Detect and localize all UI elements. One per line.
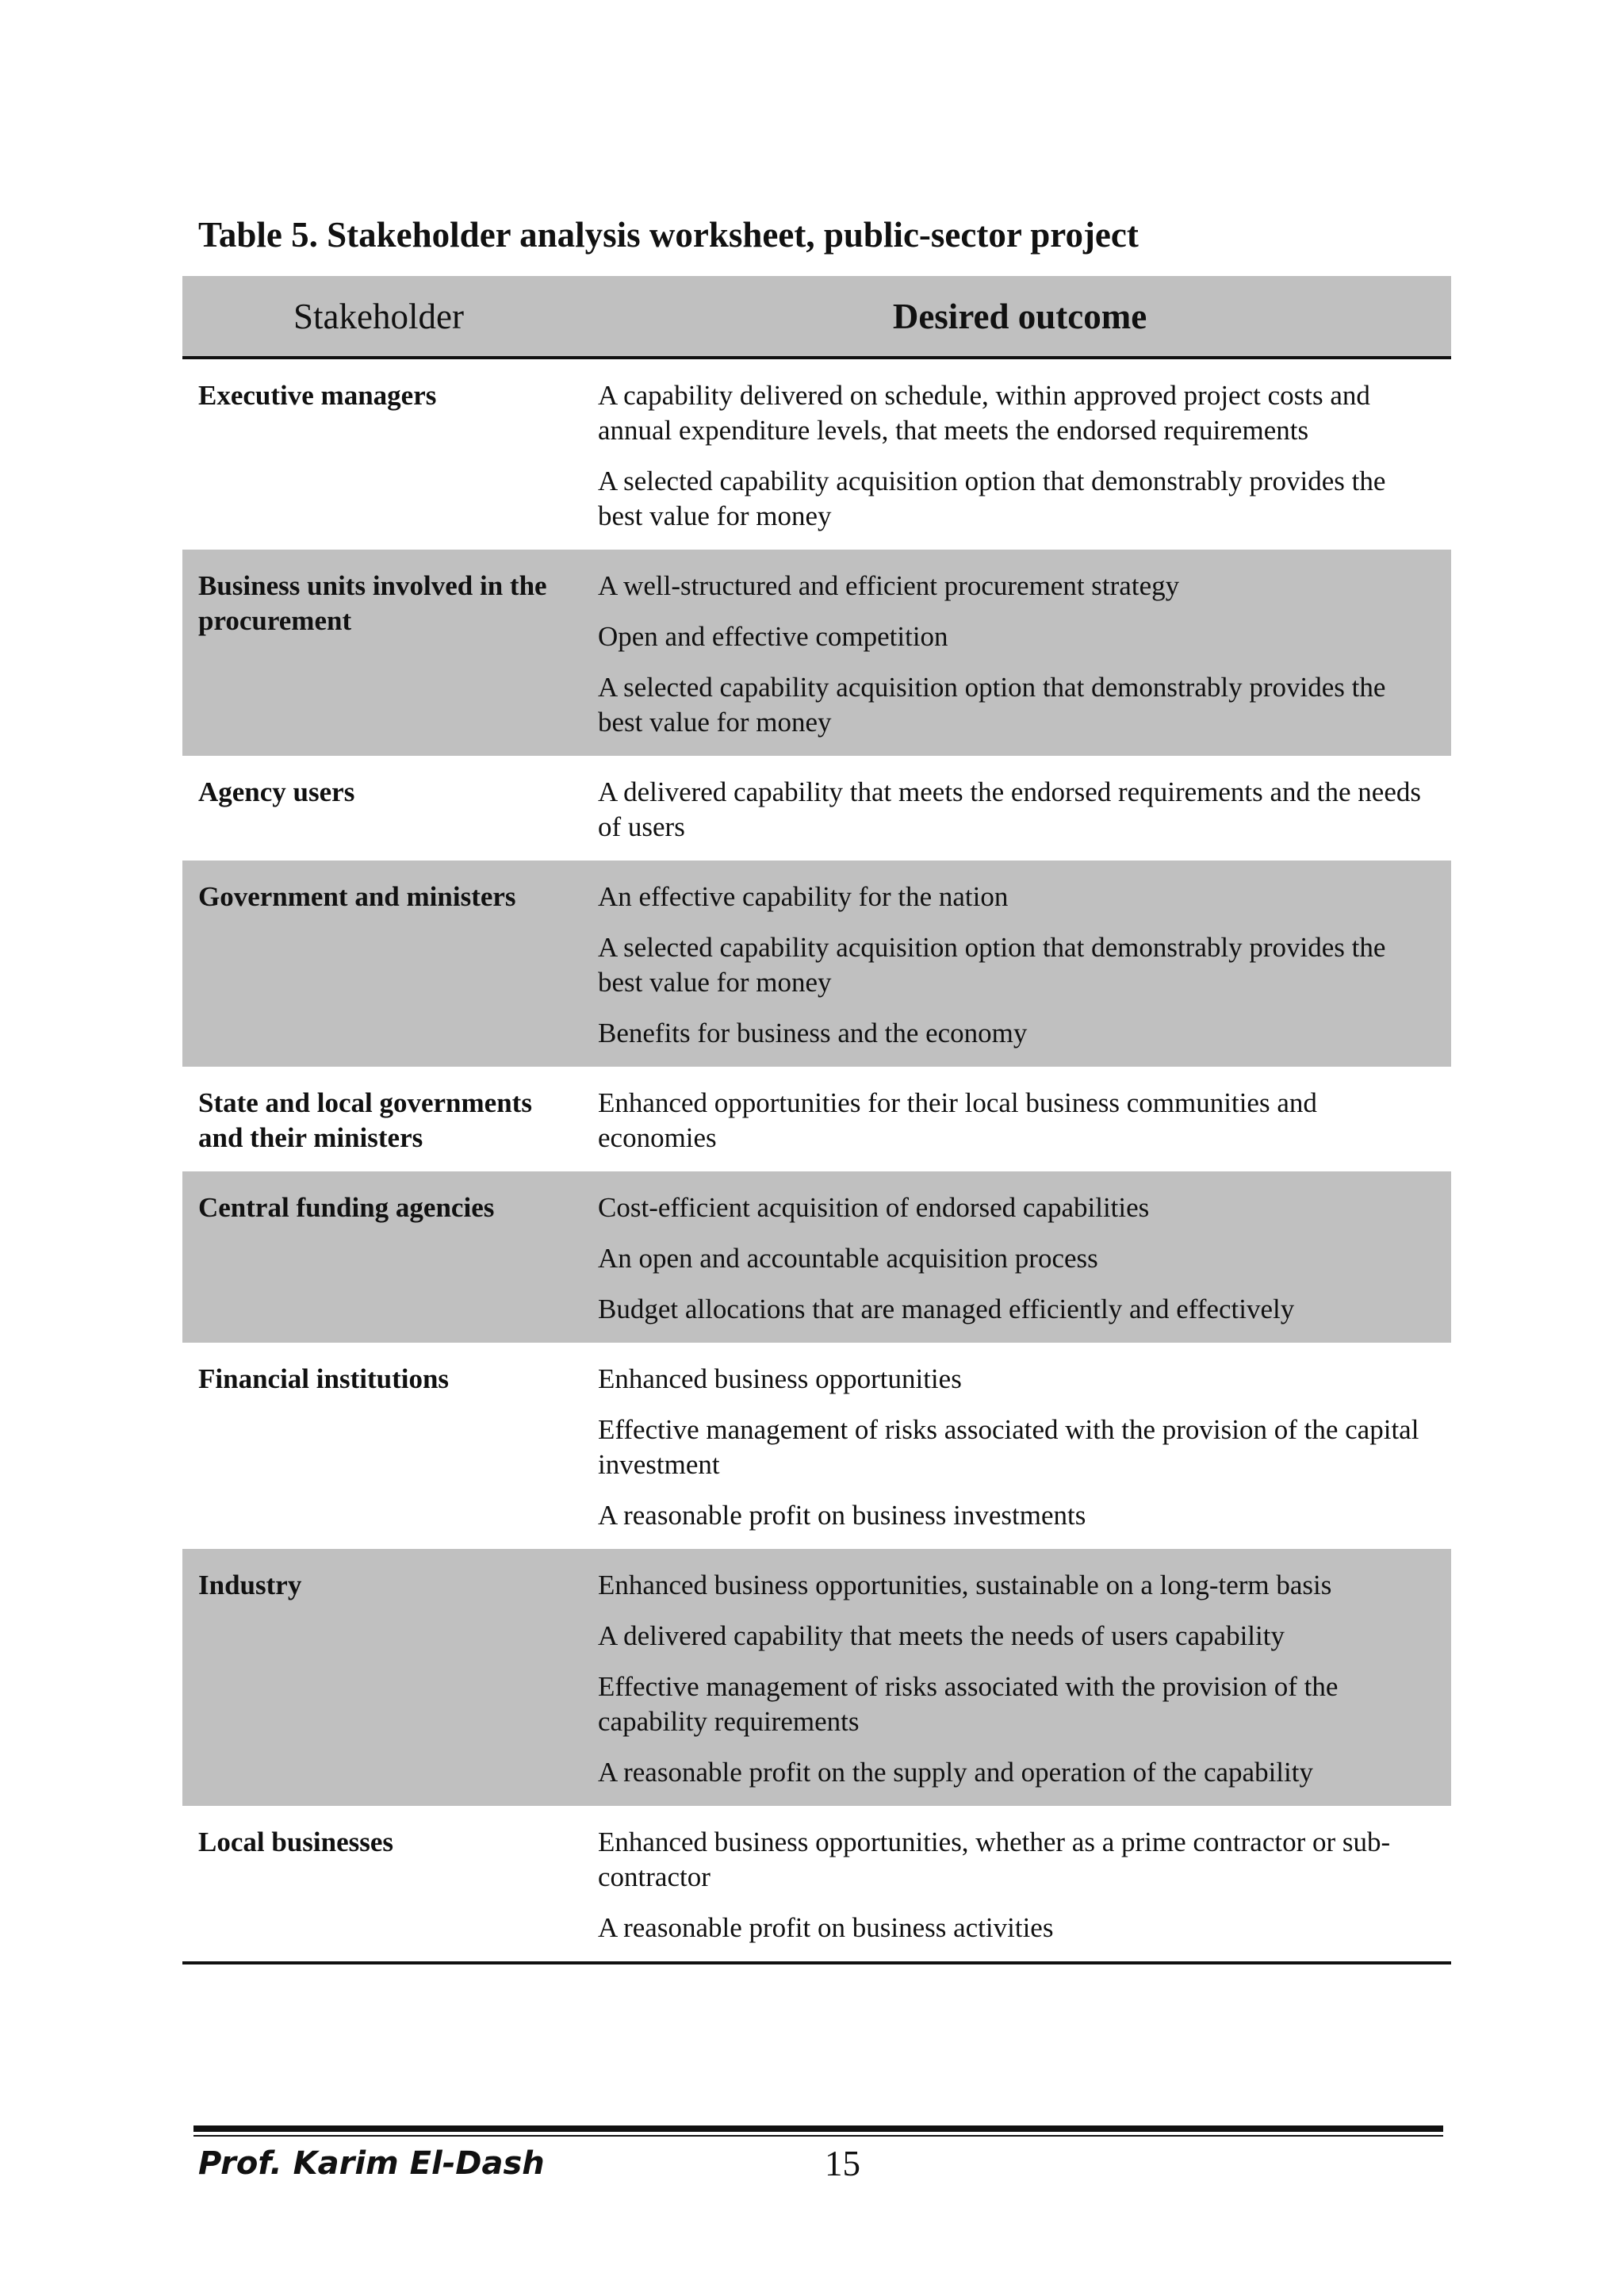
- footer-divider: [193, 2125, 1443, 2132]
- desired-outcome-item: Enhanced business opportunities, whether as a prime contractor or sub-contractor: [598, 1826, 1391, 1892]
- table-row: [182, 1549, 1451, 1806]
- table-row: [182, 1343, 1451, 1549]
- desired-outcome-item: A well-structured and efficient procurement strategy: [598, 570, 1180, 601]
- stakeholder-name: Industry: [182, 1549, 588, 1806]
- stakeholder-name: Central funding agencies: [182, 1171, 588, 1343]
- desired-outcome-item: Budget allocations that are managed efficiently and effectively: [598, 1294, 1295, 1324]
- table-row: [182, 756, 1451, 861]
- desired-outcome-item: Effective management of risks associated with the provision of the capital investment: [598, 1414, 1419, 1480]
- desired-outcomes-cell: [588, 1067, 1451, 1171]
- stakeholder-name: Agency users: [198, 776, 355, 807]
- desired-outcome-item: A capability delivered on schedule, within approved project costs and annual expenditure levels, that meets the endorsed requirements: [598, 380, 1370, 446]
- table-row: [182, 358, 1451, 550]
- desired-outcome-item: Enhanced opportunities for their local business communities and economies: [598, 1087, 1317, 1153]
- page-number: 15: [825, 2144, 860, 2183]
- table-row: [182, 1806, 1451, 1963]
- desired-outcomes-cell: [588, 1343, 1451, 1549]
- stakeholder-name: Local businesses: [182, 1806, 588, 1963]
- table-row: [182, 861, 1451, 1067]
- table-caption: Table 5. Stakeholder analysis worksheet, public-sector project: [198, 215, 1139, 255]
- stakeholder-name: Business units involved in the procurement: [182, 550, 588, 756]
- desired-outcome-item: An open and accountable acquisition process: [598, 1243, 1098, 1274]
- stakeholder-table: [182, 276, 1451, 1964]
- footer-divider-thin: [193, 2135, 1443, 2137]
- footer-author: Prof. Karim El-Dash: [198, 2145, 545, 2182]
- table-row: [182, 1067, 1451, 1171]
- desired-outcome-item: An effective capability for the nation: [598, 881, 1009, 912]
- desired-outcome-item: Enhanced business opportunities, sustainable on a long-term basis: [598, 1570, 1332, 1600]
- table-body: [182, 358, 1451, 1963]
- desired-outcomes-cell: [588, 861, 1451, 1067]
- desired-outcomes-cell: [588, 358, 1451, 550]
- desired-outcome-item: A reasonable profit on business activities: [598, 1912, 1054, 1943]
- desired-outcome-item: A selected capability acquisition option that demonstrably provides the best value for money: [598, 932, 1386, 998]
- table-header-row: [182, 276, 1451, 358]
- table-row: [182, 1171, 1451, 1343]
- table-row: [182, 550, 1451, 756]
- desired-outcome-item: Benefits for business and the economy: [598, 1018, 1028, 1048]
- stakeholder-name: Executive managers: [198, 380, 437, 411]
- stakeholder-name: Government and ministers: [182, 861, 588, 1067]
- desired-outcome-item: A delivered capability that meets the needs of users capability: [598, 1620, 1285, 1651]
- desired-outcome-item: A selected capability acquisition option that demonstrably provides the best value for money: [598, 672, 1386, 738]
- column-header-desired-outcome: Desired outcome: [588, 276, 1451, 358]
- desired-outcomes-cell: [588, 1171, 1451, 1343]
- stakeholder-name: Financial institutions: [198, 1363, 450, 1394]
- desired-outcome-item: Enhanced business opportunities: [598, 1363, 962, 1394]
- desired-outcome-item: Open and effective competition: [598, 621, 948, 652]
- desired-outcome-item: A reasonable profit on the supply and operation of the capability: [598, 1757, 1313, 1788]
- column-header-stakeholder: Stakeholder: [182, 276, 588, 358]
- desired-outcomes-cell: [588, 550, 1451, 756]
- desired-outcome-item: Cost-efficient acquisition of endorsed capabilities: [598, 1192, 1150, 1223]
- desired-outcomes-cell: [588, 1549, 1451, 1806]
- desired-outcome-item: A delivered capability that meets the endorsed requirements and the needs of users: [598, 776, 1421, 842]
- desired-outcome-item: Effective management of risks associated with the provision of the capability requirements: [598, 1671, 1339, 1737]
- desired-outcome-item: A selected capability acquisition option that demonstrably provides the best value for money: [598, 466, 1386, 531]
- stakeholder-name: State and local governments and their ministers: [198, 1087, 532, 1153]
- desired-outcomes-cell: [588, 1806, 1451, 1963]
- desired-outcome-item: A reasonable profit on business investments: [598, 1500, 1086, 1531]
- desired-outcomes-cell: [588, 756, 1451, 861]
